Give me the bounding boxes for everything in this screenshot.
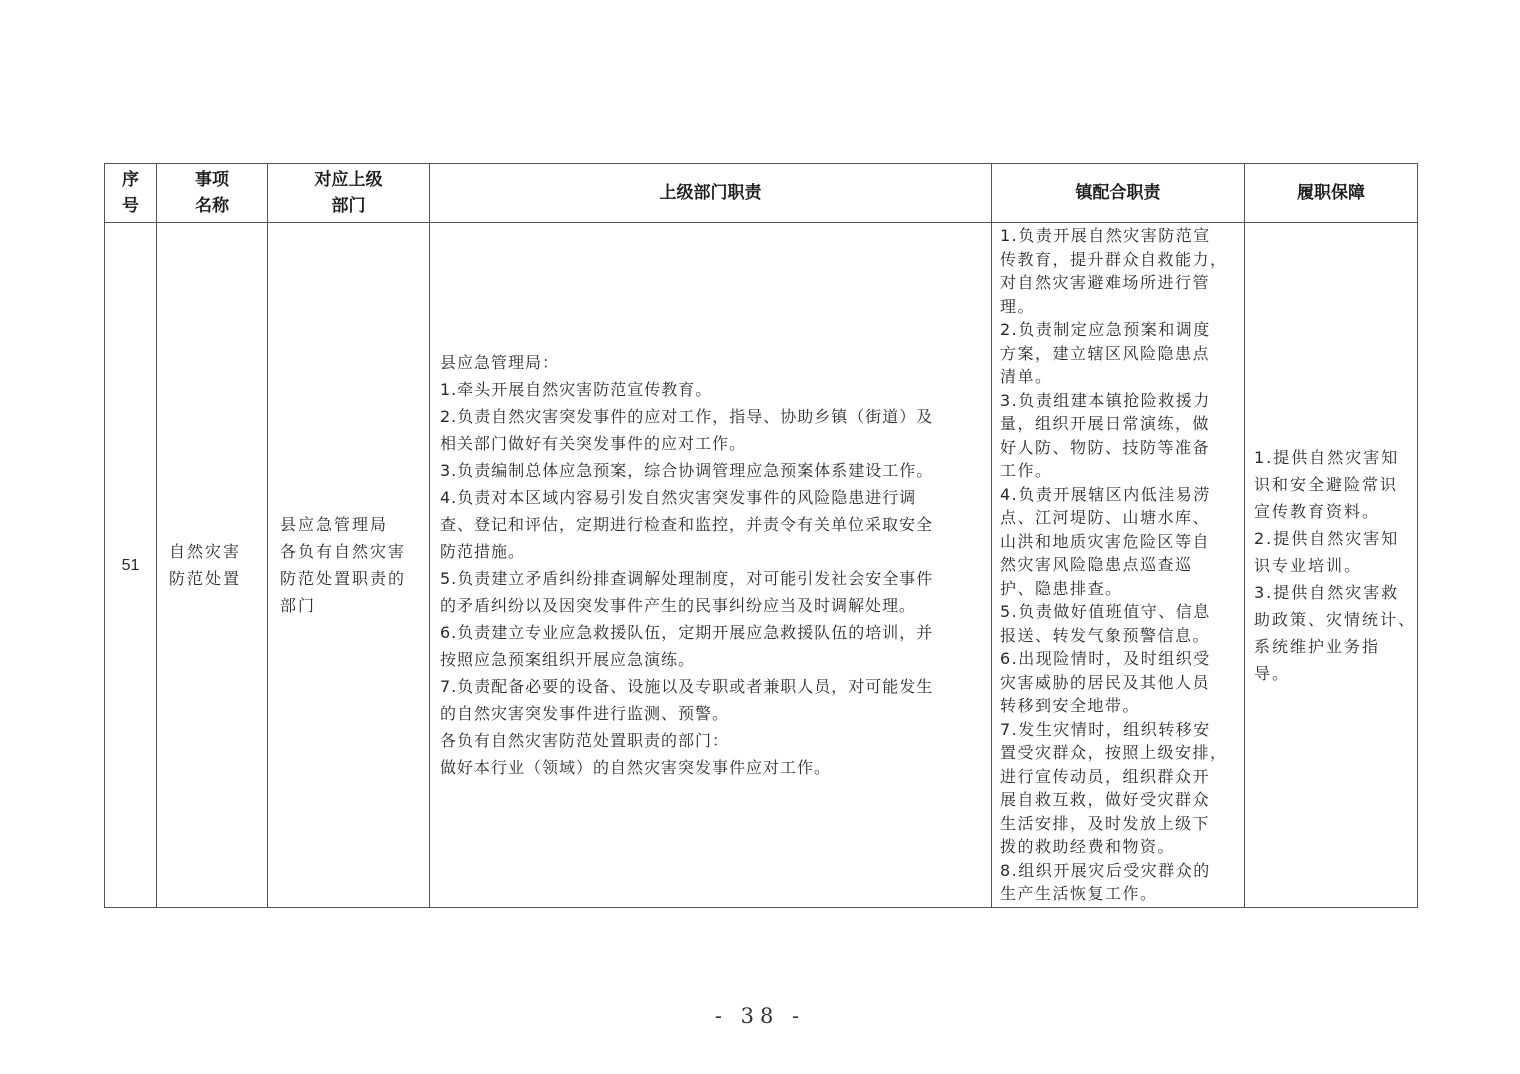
responsibility-table (104, 163, 1418, 908)
text-line: 进行宣传动员，组织群众开 (1000, 766, 1211, 786)
cell-town-duty (992, 223, 1245, 908)
text-line: 4.负责对本区域内容易引发自然灾害突发事件的风险隐患进行调 (440, 488, 917, 507)
text-line: 各负有自然灾害 (280, 542, 407, 561)
table-header-row (105, 164, 1418, 223)
guarantee-lines (1254, 444, 1417, 687)
text-line: 县应急管理局 (280, 515, 389, 534)
text-line: 查、登记和评估，定期进行检查和监控，并责令有关单位采取安全 (440, 515, 934, 534)
table-row (105, 223, 1418, 908)
text-line: 灾害威胁的居民及其他人员 (1000, 672, 1211, 692)
text-line: 生活安排，及时发放上级下 (1000, 813, 1211, 833)
town-duty-lines (1000, 224, 1236, 906)
header-item-line: 名称 (195, 196, 229, 216)
text-line: 7.负责配备必要的设备、设施以及专职或者兼职人员，对可能发生 (440, 677, 934, 696)
header-guarantee (1245, 164, 1418, 223)
upper-duty-lines (440, 349, 981, 781)
text-line: 点、江河堤防、山塘水库、 (1000, 508, 1211, 528)
text-line: 系统维护业务指 (1254, 636, 1381, 656)
page-number: - 38 - (714, 1004, 806, 1028)
header-item-name (157, 164, 268, 223)
header-item-line: 事项 (195, 170, 229, 190)
text-line: 7.发生灾情时，组织转移安 (1000, 719, 1211, 739)
text-line: 县应急管理局： (440, 353, 560, 372)
text-line: 4.负责开展辖区内低洼易涝 (1000, 484, 1211, 504)
text-line: 1.牵头开展自然灾害防范宣传教育。 (440, 380, 713, 399)
cell-seq: 51 (105, 223, 157, 908)
text-line: 防范处置 (169, 569, 242, 588)
header-seq-line: 号 (122, 196, 139, 216)
text-line: 的自然灾害突发事件进行监测、预警。 (440, 704, 730, 723)
header-upper-dept-line: 部门 (331, 196, 366, 216)
text-line: 山洪和地质灾害危险区等自 (1000, 531, 1211, 551)
header-guarantee-line: 履职保障 (1297, 183, 1365, 203)
text-line: 3.负责编制总体应急预案，综合协调管理应急预案体系建设工作。 (440, 461, 934, 480)
header-town-duty-line: 镇配合职责 (1075, 183, 1161, 203)
item-name-lines (169, 538, 255, 592)
text-line: 2.负责自然灾害突发事件的应对工作，指导、协助乡镇（街道）及 (440, 407, 934, 426)
text-line: 识和安全避险常识 (1254, 474, 1399, 494)
text-line: 6.出现险情时，及时组织受 (1000, 649, 1211, 669)
cell-guarantee (1245, 223, 1418, 908)
cell-upper-duty (430, 223, 992, 908)
text-line: 的矛盾纠纷以及因突发事件产生的民事纠纷应当及时调解处理。 (440, 596, 917, 615)
header-upper-dept-line: 对应上级 (314, 170, 383, 190)
text-line: 识专业培训。 (1254, 555, 1363, 575)
text-line: 宣传教育资料。 (1254, 501, 1381, 521)
cell-item-name (157, 223, 268, 908)
text-line: 拨的救助经费和物资。 (1000, 837, 1176, 857)
text-line: 按照应急预案组织开展应急演练。 (440, 650, 696, 669)
text-line: 3.负责组建本镇抢险救援力 (1000, 390, 1211, 410)
text-line: 1.负责开展自然灾害防范宣 (1000, 226, 1211, 246)
text-line: 部门 (280, 596, 317, 615)
text-line: 生产生活恢复工作。 (1000, 884, 1158, 904)
cell-upper-dept (268, 223, 430, 908)
text-line: 对自然灾害避难场所进行管 (1000, 273, 1211, 293)
upper-dept-lines (280, 511, 417, 619)
text-line: 2.提供自然灾害知 (1254, 528, 1400, 548)
header-upper-duty-line: 上级部门职责 (659, 183, 762, 203)
text-line: 3.提供自然灾害救 (1254, 582, 1400, 602)
text-line: 展自救互救，做好受灾群众 (1000, 790, 1211, 810)
text-line: 8.组织开展灾后受灾群众的 (1000, 860, 1211, 880)
header-seq (105, 164, 157, 223)
text-line: 传教育，提升群众自救能力， (1000, 249, 1228, 269)
text-line: 助政策、灾情统计、 (1254, 609, 1417, 629)
text-line: 5.负责建立矛盾纠纷排查调解处理制度，对可能引发社会安全事件 (440, 569, 934, 588)
text-line: 方案，建立辖区风险隐患点 (1000, 343, 1211, 363)
text-line: 防范处置职责的 (280, 569, 407, 588)
text-line: 自然灾害 (169, 542, 242, 561)
text-line: 量，组织开展日常演练，做 (1000, 414, 1211, 434)
text-line: 1.提供自然灾害知 (1254, 447, 1400, 467)
text-line: 各负有自然灾害防范处置职责的部门： (440, 731, 730, 750)
text-line: 2.负责制定应急预案和调度 (1000, 320, 1211, 340)
header-upper-dept (268, 164, 430, 223)
text-line: 5.负责做好值班值守、信息 (1000, 602, 1211, 622)
text-line: 好人防、物防、技防等准备 (1000, 437, 1211, 457)
text-line: 理。 (1000, 296, 1036, 316)
text-line: 然灾害风险隐患点巡查巡 (1000, 555, 1193, 575)
text-line: 工作。 (1000, 461, 1053, 481)
header-upper-duty (430, 164, 992, 223)
text-line: 清单。 (1000, 367, 1053, 387)
text-line: 做好本行业（领域）的自然灾害突发事件应对工作。 (440, 758, 832, 777)
header-seq-line: 序 (122, 170, 139, 190)
text-line: 防范措施。 (440, 542, 526, 561)
text-line: 转移到安全地带。 (1000, 696, 1141, 716)
text-line: 报送、转发气象预警信息。 (1000, 625, 1211, 645)
text-line: 护、隐患排查。 (1000, 578, 1123, 598)
header-town-duty (992, 164, 1245, 223)
text-line: 6.负责建立专业应急救援队伍，定期开展应急救援队伍的培训，并 (440, 623, 934, 642)
text-line: 导。 (1254, 663, 1291, 683)
text-line: 置受灾群众，按照上级安排， (1000, 743, 1228, 763)
text-line: 相关部门做好有关突发事件的应对工作。 (440, 434, 747, 453)
